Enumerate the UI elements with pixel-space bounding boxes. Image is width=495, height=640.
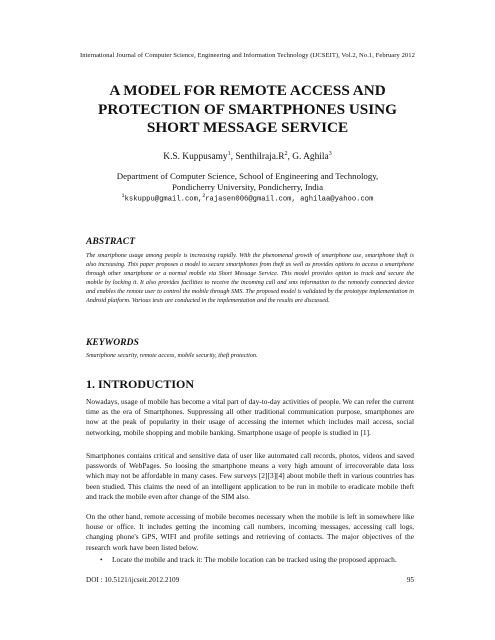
abstract-text: The smartphone usage among people is increasing rapidly. With the phenomenal growth of smartphone use, smartphone theft is also increasing. This paper proposes a model to secure smartphones from theft as well as provides options to access a smartphone through other smartphone or a normal mobile via Short Message Service. This model provides option to track and secure the mobile by locking it. It also provides facilities to receive the incoming call and sms information to the remotely connected device and enables the remote user to control the mobile through SMS. The proposed model is validated by the prototype implementation in Android platform. Various tests are conducted in the implementation and the results are discussed. bbox=[86, 252, 414, 304]
author-1: K.S. Kuppusamy bbox=[163, 152, 228, 163]
email-2: rajasen006@gmail.com, aghilaa@yahoo.com bbox=[205, 195, 374, 204]
title-line-3: SHORT MESSAGE SERVICE bbox=[146, 119, 349, 136]
page-number: 95 bbox=[406, 576, 414, 584]
author-emails bbox=[0, 193, 495, 203]
page-footer bbox=[86, 576, 414, 584]
author-3: , G. Aghila bbox=[287, 152, 329, 163]
paper-title bbox=[40, 82, 455, 138]
intro-paragraph-3: On the other hand, remote accessing of mobile becomes necessary when the mobile is left in somewhere like house or office. It includes getting the incoming call numbers, incoming messages, accessing call logs, changing phone's GPS, WIFI and profile settings and retrieving of contacts. The major objectives of the research work have been listed below. bbox=[86, 512, 414, 552]
email-1: kskuppu@gmail.com, bbox=[124, 195, 203, 204]
author-3-mark: 3 bbox=[328, 151, 332, 157]
introduction-heading: 1. INTRODUCTION bbox=[86, 377, 195, 391]
bullet-icon: • bbox=[100, 555, 103, 564]
affiliation bbox=[0, 171, 495, 193]
keywords-heading: KEYWORDS bbox=[86, 337, 139, 348]
author-2-mark: 2 bbox=[284, 151, 288, 157]
author-list bbox=[0, 151, 495, 162]
doi: DOI : 10.5121/ijcseit.2012.2109 bbox=[86, 576, 180, 584]
affiliation-line-1: Department of Computer Science, School of Engineering and Technology, bbox=[116, 171, 379, 181]
title-line-1: A MODEL FOR REMOTE ACCESS AND bbox=[109, 82, 386, 99]
intro-paragraph-2: Smartphones contains critical and sensitive data of user like automated call records, photos, videos and saved passwords of WebPages. So loosing the smartphone means a very high amount of irrecoverable data loss which may not be affordable in many cases. Few surveys [2][3][4] about mobile theft in various countries has been studied. This claims the need of an intelligent application to be run in mobile to eradicate mobile theft and track the mobile even after change of the SIM also. bbox=[86, 451, 414, 501]
abstract-heading: ABSTRACT bbox=[86, 236, 136, 247]
bullet-text: Locate the mobile and track it: The mobile location can be tracked using the proposed approach. bbox=[112, 555, 397, 564]
author-1-mark: 1 bbox=[227, 151, 231, 157]
intro-paragraph-1: Nowadays, usage of mobile has become a vital part of day-to-day activities of people. We can refer the current time as the era of Smartphones. Suppressing all other traditional communication purpose, smartphones are now at the peak of popularity in their usage of accessing the internet which includes mail access, social networking, mobile shopping and mobile banking. Smartphone usage of people is studied in [1]. bbox=[86, 397, 414, 437]
objective-bullet-1 bbox=[100, 555, 414, 565]
keywords-text: Smartphone security, remote access, mobile security, theft protection. bbox=[86, 352, 258, 359]
title-line-2: PROTECTION OF SMARTPHONES USING bbox=[98, 100, 397, 118]
author-2: , Senthilraja.R bbox=[230, 152, 285, 163]
email-mark-1: 1 bbox=[121, 193, 125, 199]
affiliation-line-2: Pondicherry University, Pondicherry, India bbox=[171, 182, 324, 192]
journal-header: International Journal of Computer Science, Engineering and Information Technology (IJCSEIT), Vol.2, No.1, February 2012 bbox=[80, 52, 415, 59]
email-mark-2: 2 bbox=[202, 193, 206, 199]
